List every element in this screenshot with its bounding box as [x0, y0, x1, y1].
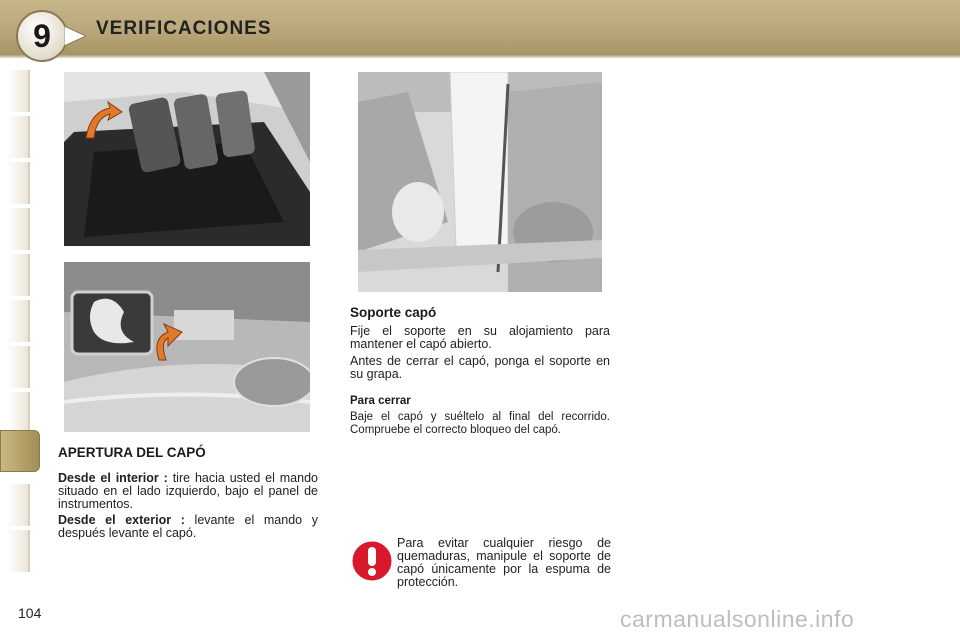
apertura-exterior-text: levante el mando y después levante el capó. — [58, 513, 318, 540]
soporte-paragraph-1: Fije el soporte en su alojamiento para mantener el capó abierto. — [350, 324, 610, 351]
chapter-tabs — [8, 70, 34, 580]
apertura-exterior-label: Desde el exterior : — [58, 513, 185, 527]
exclamation-warning-icon — [351, 540, 393, 582]
chapter-tab[interactable] — [8, 484, 30, 526]
chapter-tab[interactable] — [8, 70, 30, 112]
chapter-tab-active[interactable] — [0, 430, 40, 472]
chapter-tab[interactable] — [8, 530, 30, 572]
chapter-tab[interactable] — [8, 346, 30, 388]
chapter-tab[interactable] — [8, 300, 30, 342]
soporte-title: Soporte capó — [350, 305, 437, 320]
apertura-interior-text: tire hacia usted el mando situado en el lado izquierdo, bajo el panel de instrumentos. — [58, 471, 318, 511]
chapter-tab[interactable] — [8, 162, 30, 204]
interior-release-photo — [64, 72, 310, 246]
hood-support-photo — [358, 72, 602, 292]
para-cerrar-title: Para cerrar — [350, 395, 411, 407]
chapter-tab[interactable] — [8, 254, 30, 296]
chapter-badge: 9 — [16, 10, 68, 62]
apertura-title: APERTURA DEL CAPÓ — [58, 445, 206, 460]
page-number: 104 — [18, 605, 42, 621]
chapter-tab[interactable] — [8, 392, 30, 434]
apertura-interior-paragraph — [58, 472, 318, 511]
header-shadow — [0, 54, 960, 58]
apertura-exterior-paragraph — [58, 514, 318, 540]
exterior-release-photo — [64, 262, 310, 432]
chapter-tab[interactable] — [8, 208, 30, 250]
warning-text: Para evitar cualquier riesgo de quemaduras, manipule el soporte de capó únicamente por la espuma de protección. — [397, 536, 611, 589]
chevron-right-icon — [64, 26, 86, 46]
soporte-paragraph-2: Antes de cerrar el capó, ponga el soporte en su grapa. — [350, 354, 610, 381]
para-cerrar-text: Baje el capó y suéltelo al final del recorrido. Compruebe el correcto bloqueo del capó. — [350, 411, 610, 436]
apertura-interior-label: Desde el interior : — [58, 471, 168, 485]
watermark: carmanualsonline.info — [620, 606, 855, 632]
chapter-tab[interactable] — [8, 116, 30, 158]
page-title: VERIFICACIONES — [96, 18, 272, 39]
